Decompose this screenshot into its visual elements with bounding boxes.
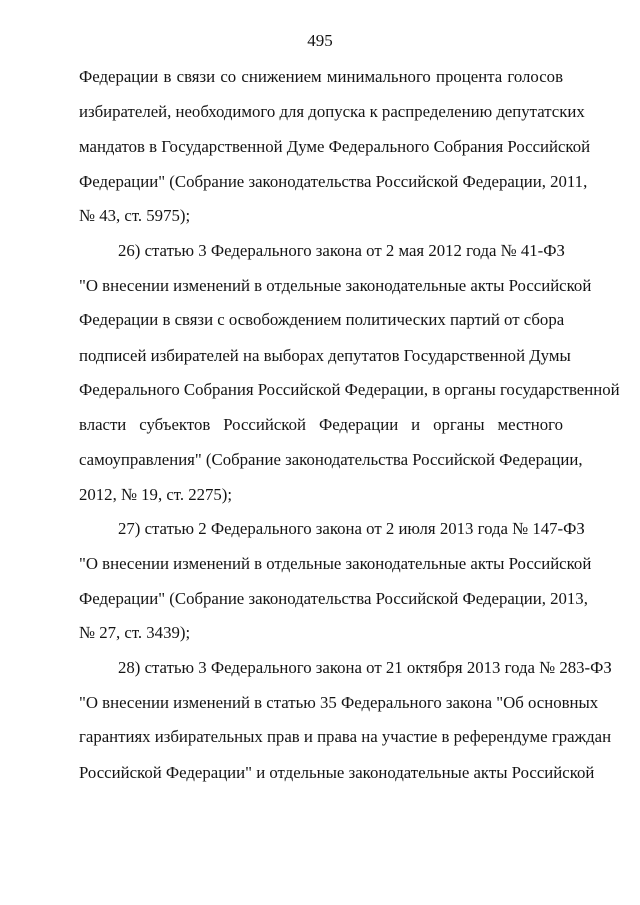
text-line: подписей избирателей на выборах депутатов Государственной Думы [79, 346, 571, 365]
text-line: Федерации в связи со снижением минимального процента голосов [79, 67, 563, 86]
text-line: "О внесении изменений в статью 35 Федерального закона "Об основных [79, 693, 599, 712]
text-line: № 27, ст. 3439); [79, 623, 191, 642]
text-line: Федерации" (Собрание законодательства Российской Федерации, 2013, [79, 589, 588, 608]
text-line: "О внесении изменений в отдельные законодательные акты Российской [79, 276, 592, 295]
text-line: власти субъектов Российской Федерации и органы местного [79, 415, 563, 434]
text-line: "О внесении изменений в отдельные законодательные акты Российской [79, 554, 592, 573]
text-line: мандатов в Государственной Думе Федерального Собрания Российской [79, 137, 591, 156]
page-number: 495 [307, 31, 333, 50]
text-line: избирателей, необходимого для допуска к распределению депутатских [79, 102, 585, 121]
list-item-28-first-line: 28) статью 3 Федерального закона от 21 октября 2013 года № 283-ФЗ [118, 658, 612, 677]
text-line: 2012, № 19, ст. 2275); [79, 485, 233, 504]
text-line: Российской Федерации" и отдельные законодательные акты Российской [79, 763, 595, 782]
text-line: № 43, ст. 5975); [79, 206, 191, 225]
text-line: гарантиях избирательных прав и права на участие в референдуме граждан [79, 727, 612, 746]
list-item-26-first-line: 26) статью 3 Федерального закона от 2 мая 2012 года № 41-ФЗ [118, 241, 565, 260]
text-line: Федерации" (Собрание законодательства Российской Федерации, 2011, [79, 172, 588, 191]
list-item-27-first-line: 27) статью 2 Федерального закона от 2 июля 2013 года № 147-ФЗ [118, 519, 585, 538]
text-line: Федерального Собрания Российской Федерации, в органы государственной [79, 380, 620, 399]
text-line: самоуправления" (Собрание законодательства Российской Федерации, [79, 450, 583, 469]
text-line: Федерации в связи с освобождением политических партий от сбора [79, 310, 565, 329]
